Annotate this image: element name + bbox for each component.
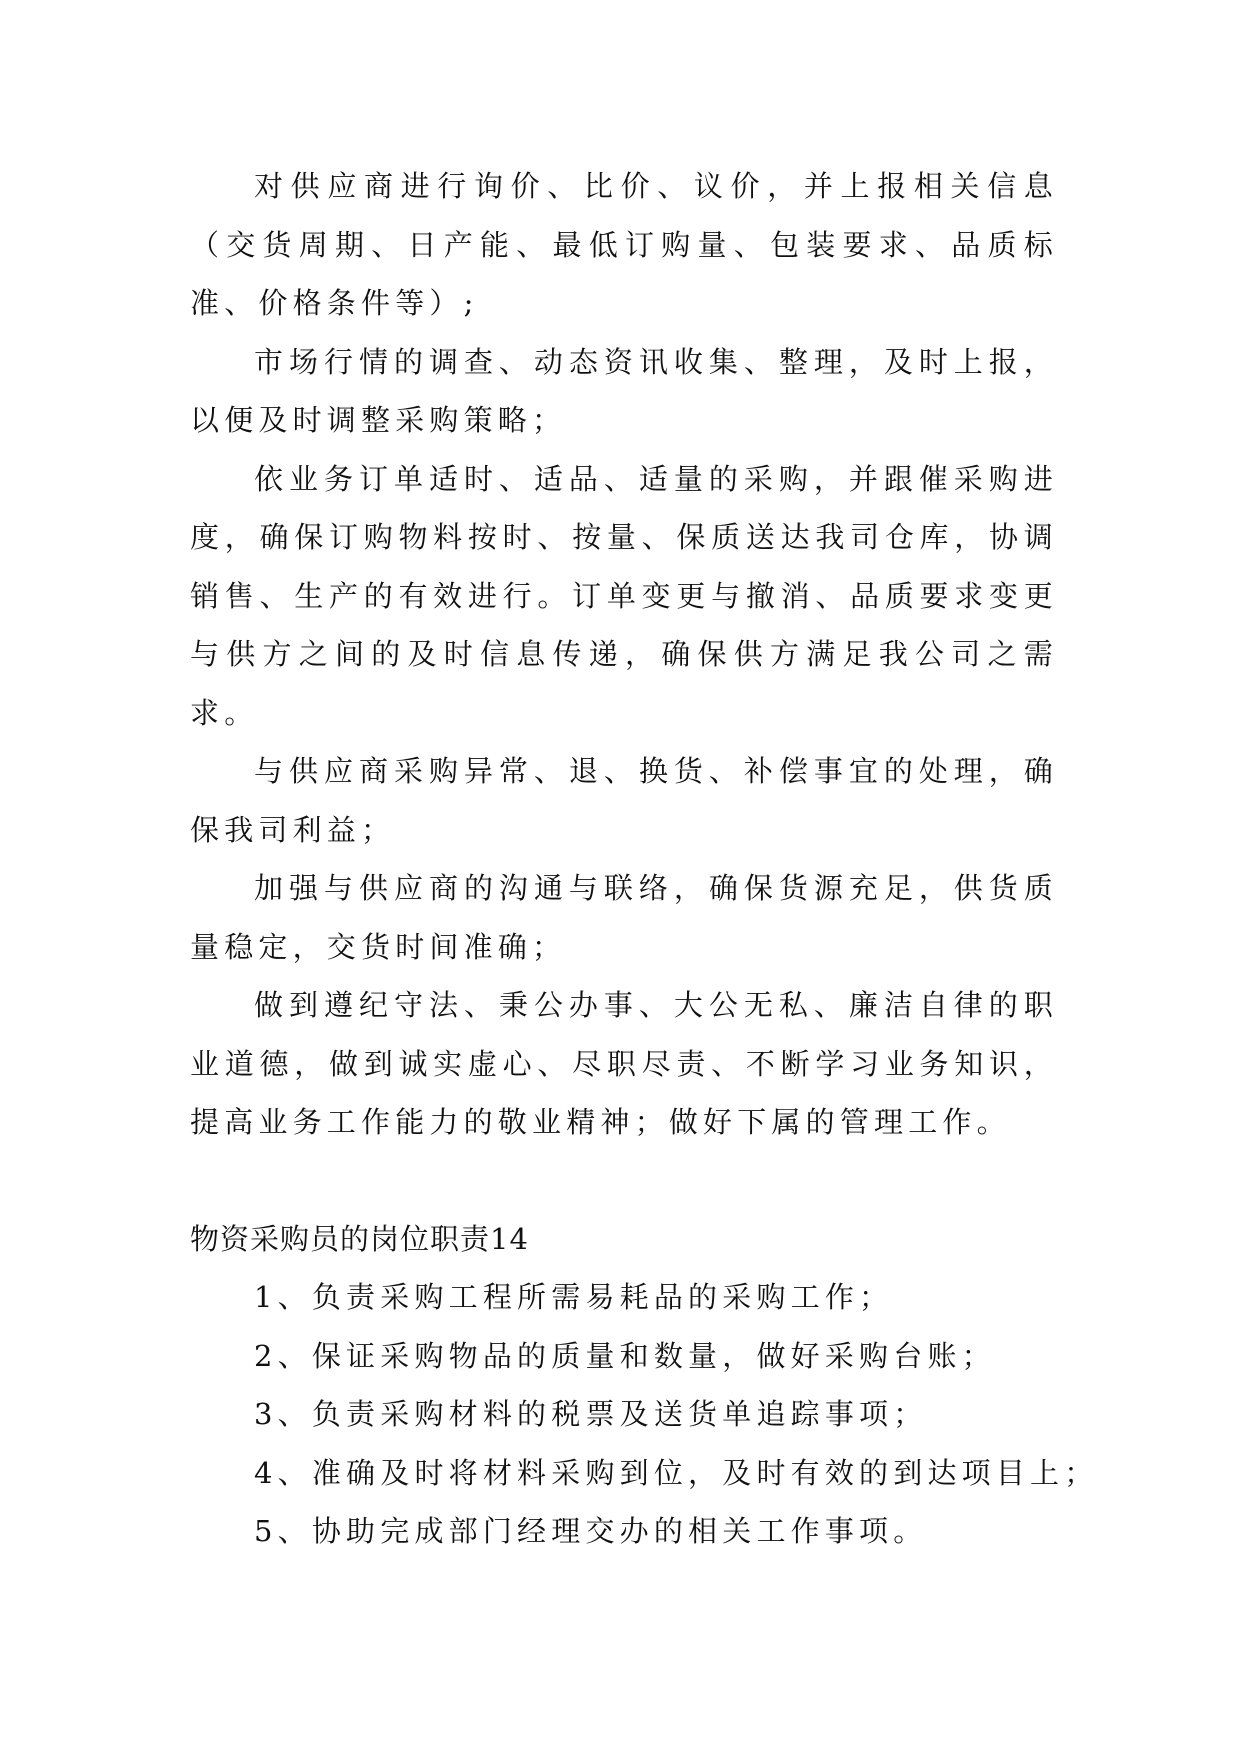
list-item: 4、准确及时将材料采购到位，及时有效的到达项目上；: [254, 1455, 1099, 1490]
list-item: 1、负责采购工程所需易耗品的采购工作；: [254, 1280, 894, 1314]
paragraph-market-research: 市场行情的调查、动态资讯收集、整理，及时上报，以便及时调整采购策略；: [190, 344, 1058, 437]
list-item: 2、保证采购物品的质量和数量，做好采购台账；: [254, 1338, 996, 1373]
section-heading: 物资采购员的岗位职责14: [190, 1221, 529, 1256]
paragraph-supplier-inquiry: 对供应商进行询价、比价、议价，并上报相关信息（交货周期、日产能、最低订购量、包装要求、品质标准、价格条件等）;: [190, 169, 1058, 320]
paragraph-supplier-communication: 加强与供应商的沟通与联络，确保货源充足，供货质量稳定，交货时间准确；: [190, 871, 1058, 964]
paragraph-exception-handling: 与供应商采购异常、退、换货、补偿事宜的处理，确保我司利益；: [190, 754, 1058, 847]
paragraph-professional-ethics: 做到遵纪守法、秉公办事、大公无私、廉洁自律的职业道德，做到诚实虚心、尽职尽责、不断学习业务知识，提高业务工作能力的敬业精神；做好下属的管理工作。: [190, 988, 1058, 1139]
list-item: 3、负责采购材料的税票及送货单追踪事项；: [254, 1397, 928, 1431]
document-body: [190, 157, 1099, 1561]
list-item: 5、协助完成部门经理交办的相关工作事项。: [254, 1514, 928, 1548]
paragraph-order-procurement: 依业务订单适时、适品、适量的采购，并跟催采购进度，确保订购物料按时、按量、保质送达我司仓库，协调销售、生产的有效进行。订单变更与撤消、品质要求变更与供方之间的及时信息传递，确保供方满足我公司之需求。: [190, 461, 1058, 730]
